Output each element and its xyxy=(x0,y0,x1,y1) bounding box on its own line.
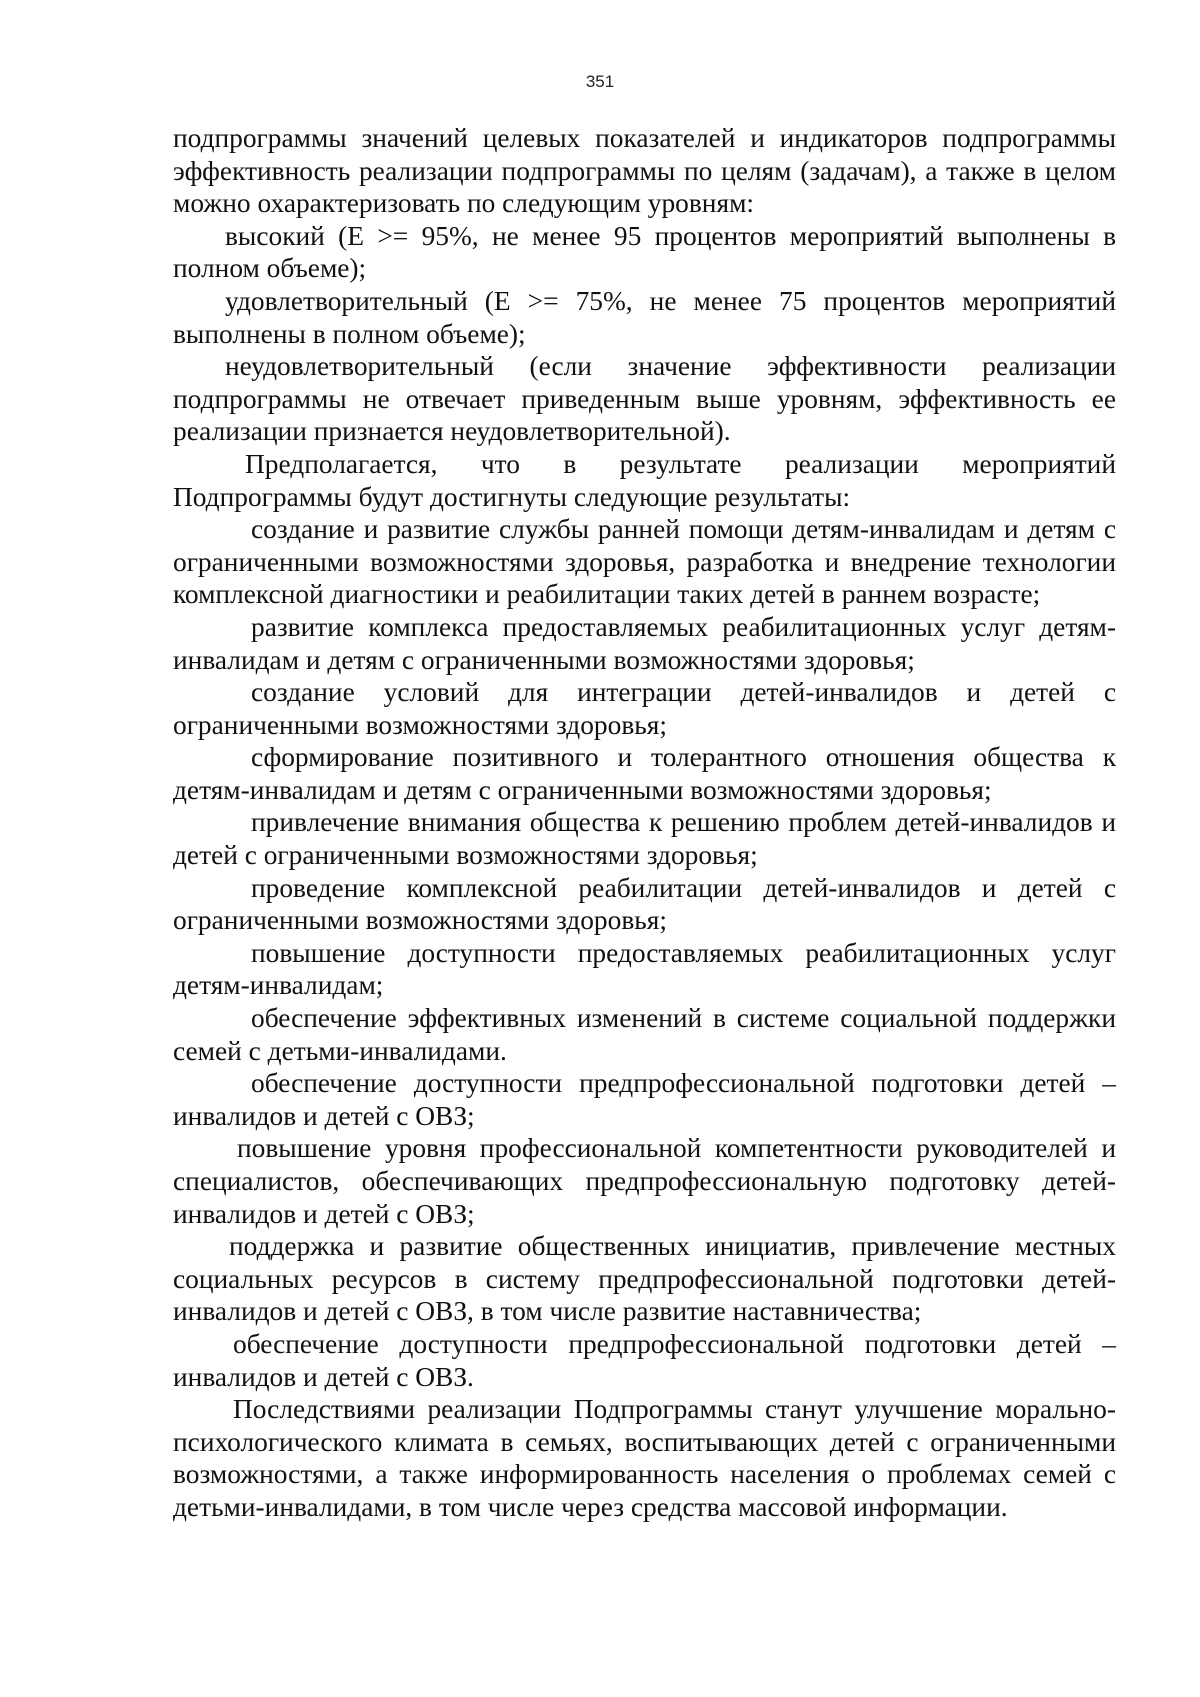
paragraph-result-early-help: создание и развитие службы ранней помощи детям-инвалидам и детям с ограниченными возможностями здоровья, разработка и внедрение технологии комплексной диагностики и реабилитации таких детей в раннем возрасте; xyxy=(173,514,1116,610)
document-body xyxy=(173,122,1116,1524)
paragraph-result-preprofessional-access-2: обеспечение доступности предпрофессиональной подготовки детей – инвалидов и детей с ОВЗ. xyxy=(173,1328,1116,1392)
paragraph-result-social-support: обеспечение эффективных изменений в системе социальной поддержки семей с детьми-инвалидами. xyxy=(173,1003,1116,1066)
paragraph-level-satisfactory: удовлетворительный (E >= 75%, не менее 75 процентов мероприятий выполнены в полном объеме); xyxy=(173,285,1116,349)
paragraph-expected-results-intro: Предполагается, что в результате реализации мероприятий Подпрограммы будут достигнуты следующие результаты: xyxy=(173,448,1116,512)
paragraph-consequences: Последствиями реализации Подпрограммы станут улучшение морально-психологического климата в семьях, воспитывающих детей с ограниченными возможностями, а также информированность населения о проблемах семей с детьми-инвалидами, в том числе через средства массовой информации. xyxy=(173,1394,1116,1522)
paragraph-level-unsatisfactory: неудовлетворительный (если значение эффективности реализации подпрограммы не отвечает приведенным выше уровням, эффективность ее реализации признается неудовлетворительной). xyxy=(173,351,1116,447)
paragraph-result-rehab-services: развитие комплекса предоставляемых реабилитационных услуг детям-инвалидам и детям с ограниченными возможностями здоровья; xyxy=(173,611,1116,675)
paragraph-result-tolerance: сформирование позитивного и толерантного отношения общества к детям-инвалидам и детям с ограниченными возможностями здоровья; xyxy=(173,742,1116,805)
paragraph-result-complex-rehab: проведение комплексной реабилитации детей-инвалидов и детей с ограниченными возможностями здоровья; xyxy=(173,872,1116,936)
paragraph-result-attention: привлечение внимания общества к решению проблем детей-инвалидов и детей с ограниченными возможностями здоровья; xyxy=(173,807,1116,871)
paragraph-result-accessibility: повышение доступности предоставляемых реабилитационных услуг детям-инвалидам; xyxy=(173,937,1116,1001)
paragraph-result-competence: повышение уровня профессиональной компетентности руководителей и специалистов, обеспечивающих предпрофессиональную подготовку детей-инвалидов и детей с ОВЗ; xyxy=(173,1133,1116,1229)
paragraph-result-preprofessional-access: обеспечение доступности предпрофессиональной подготовки детей – инвалидов и детей с ОВЗ; xyxy=(173,1068,1116,1131)
page-number: 351 xyxy=(585,72,615,91)
paragraph-result-public-initiatives: поддержка и развитие общественных инициатив, привлечение местных социальных ресурсов в систему предпрофессиональной подготовки детей-инвалидов и детей с ОВЗ, в том числе развитие наставничества; xyxy=(173,1231,1116,1327)
paragraph-efficiency-levels-intro: подпрограммы значений целевых показателей и индикаторов подпрограммы эффективность реализации подпрограммы по целям (задачам), а также в целом можно охарактеризовать по следующим уровням: xyxy=(173,123,1116,219)
paragraph-level-high: высокий (E >= 95%, не менее 95 процентов мероприятий выполнены в полном объеме); xyxy=(173,220,1116,284)
paragraph-result-integration: создание условий для интеграции детей-инвалидов и детей с ограниченными возможностями здоровья; xyxy=(173,677,1116,740)
